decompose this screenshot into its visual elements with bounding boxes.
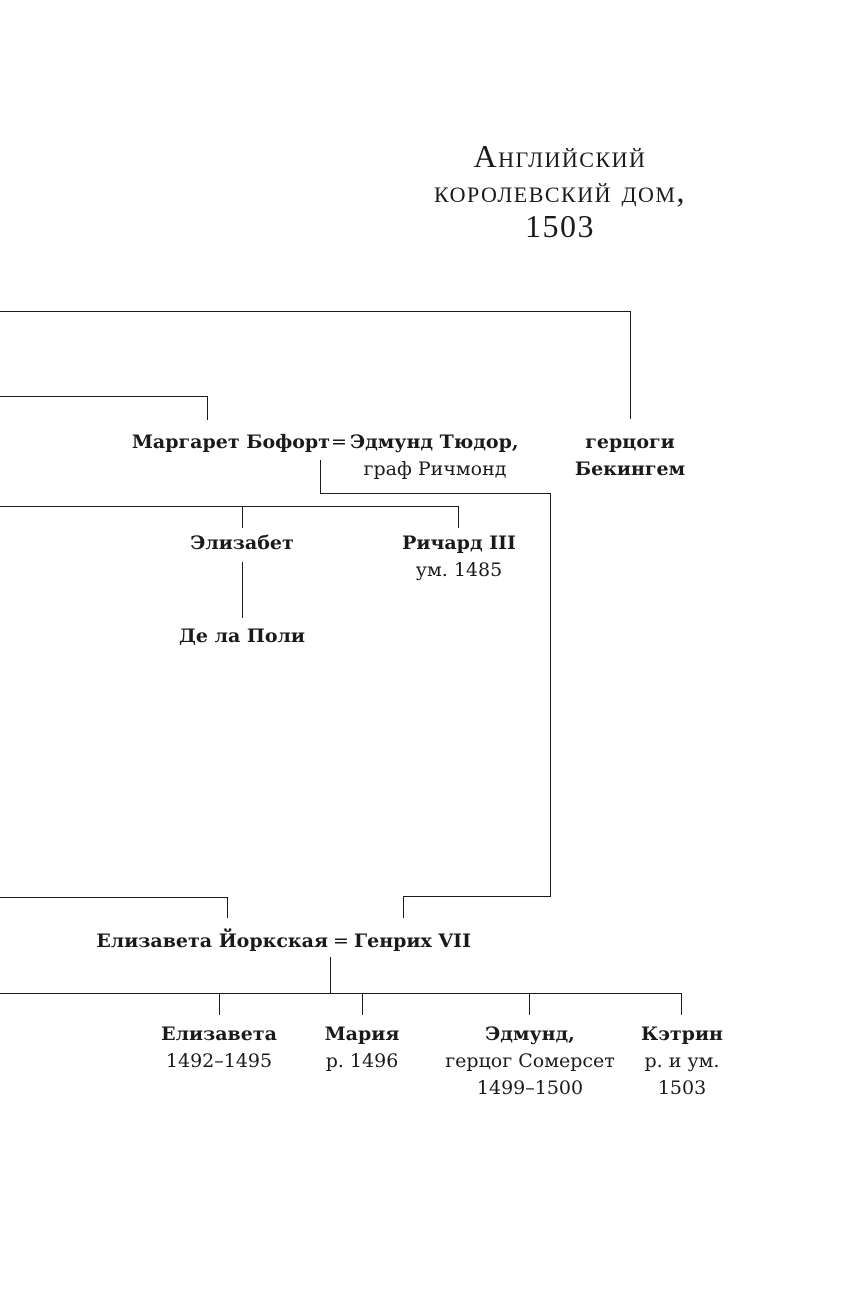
- connector-richard-drop: [458, 506, 459, 528]
- connector-henry-in: [403, 896, 551, 897]
- connector-buckingham-drop: [630, 311, 631, 419]
- node-buckingham: [560, 429, 700, 483]
- node-margaret-beaufort: [90, 429, 330, 456]
- connector-tudor-long: [550, 493, 551, 897]
- connector-child3: [529, 993, 530, 1015]
- title-richmond: граф Ричмонд: [363, 458, 507, 480]
- person-elizabet: Элизабет: [190, 532, 294, 554]
- connector-margaret-drop: [207, 396, 208, 420]
- person-margaret: Маргарет Бофорт: [131, 431, 330, 453]
- title-line-1: Английский: [473, 138, 647, 174]
- connector-top: [0, 311, 631, 312]
- person-richard: Ричард III: [402, 532, 516, 554]
- connector-marriage-down: [330, 957, 331, 994]
- title-line-3: 1503: [525, 208, 595, 244]
- connector-child1: [219, 993, 220, 1015]
- node-richard-iii: [384, 530, 534, 584]
- node-henry-vii: [354, 928, 514, 955]
- equals-sign: =: [333, 930, 349, 952]
- child4-dates-1: р. и ум.: [644, 1050, 720, 1072]
- connector-tudor-right: [320, 493, 551, 494]
- child3-name: Эдмунд,: [485, 1023, 575, 1045]
- child3-dates: 1499–1500: [476, 1077, 584, 1099]
- marriage-sign-2: [329, 928, 353, 955]
- connector-tudor-down: [320, 460, 321, 494]
- connector-de-la-pole: [242, 562, 243, 618]
- node-edmund-tudor-title: [330, 456, 540, 483]
- person-elizabeth-york: Елизавета Йоркская: [96, 930, 328, 952]
- node-child-maria: [302, 1021, 422, 1075]
- child3-title: герцог Сомерсет: [445, 1050, 615, 1072]
- connector-elizabet-drop: [242, 506, 243, 528]
- node-child-edmund: [429, 1021, 631, 1102]
- node-child-elizabeth: [139, 1021, 299, 1075]
- person-edmund-tudor: Эдмунд Тюдор,: [350, 431, 519, 453]
- connector-margaret: [0, 396, 208, 397]
- connector-elizabeth-york: [0, 897, 228, 898]
- child1-dates: 1492–1495: [165, 1050, 273, 1072]
- node-child-catherine: [627, 1021, 737, 1102]
- buckingham-line-1: герцоги: [585, 431, 675, 453]
- richard-died: ум. 1485: [415, 559, 503, 581]
- marriage-sign-1: [330, 429, 348, 456]
- buckingham-line-2: Бекингем: [574, 458, 686, 480]
- connector-child4: [681, 993, 682, 1015]
- node-de-la-pole: [162, 623, 322, 650]
- node-edmund-tudor: [350, 429, 550, 456]
- person-de-la-pole: Де ла Поли: [178, 625, 306, 647]
- person-henry-vii: Генрих VII: [354, 930, 471, 952]
- child2-name: Мария: [324, 1023, 400, 1045]
- child4-name: Кэтрин: [641, 1023, 723, 1045]
- title-line-2: королевский дом,: [434, 173, 686, 209]
- connector-henry-drop: [403, 896, 404, 918]
- child1-name: Елизавета: [161, 1023, 277, 1045]
- connector-child2: [362, 993, 363, 1015]
- connector-children-bar: [0, 993, 682, 994]
- equals-sign: =: [331, 431, 347, 453]
- node-elizabeth-york: [60, 928, 328, 955]
- connector-elizabeth-york-drop: [227, 897, 228, 918]
- child2-dates: р. 1496: [325, 1050, 399, 1072]
- connector-york-children: [0, 506, 459, 507]
- child4-dates-2: 1503: [657, 1077, 707, 1099]
- node-elizabet: [172, 530, 312, 557]
